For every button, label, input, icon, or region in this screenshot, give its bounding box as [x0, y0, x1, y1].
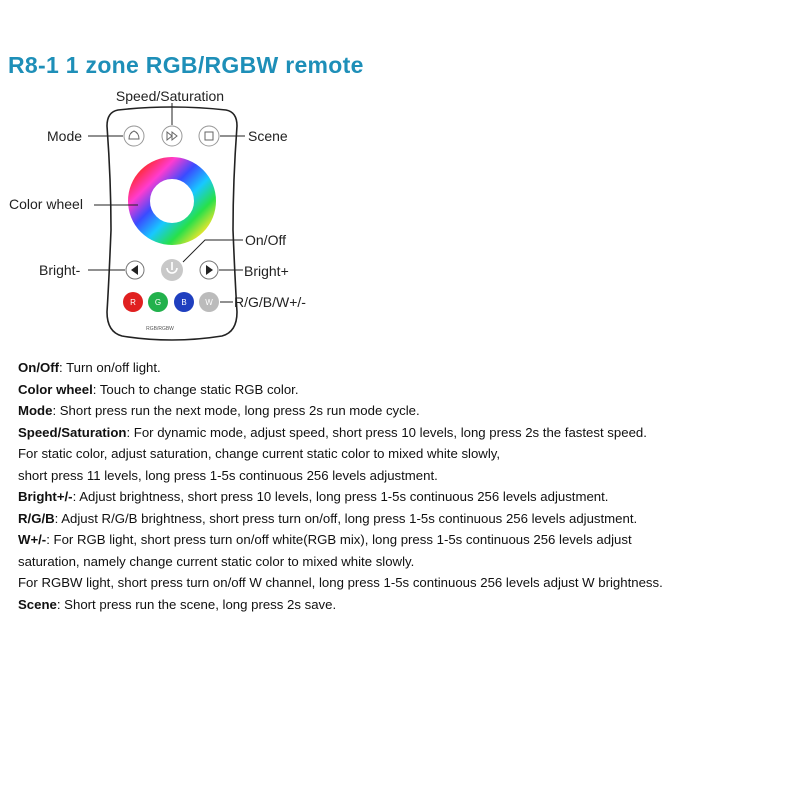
label-scene: Scene	[248, 128, 288, 144]
label-speed-saturation: Speed/Saturation	[115, 88, 225, 104]
label-rgbw: R/G/B/W+/-	[234, 294, 306, 310]
green-button-label: G	[154, 298, 162, 307]
desc-speed-saturation-cont-1: For static color, adjust saturation, change current static color to mixed white slowly,	[18, 446, 501, 461]
desc-white-cont-2: For RGBW light, short press turn on/off W channel, long press 1-5s continuous 256 levels adjust W brightness.	[18, 575, 663, 590]
blue-button-label: B	[181, 298, 187, 307]
red-button[interactable]	[123, 292, 143, 312]
desc-speed-saturation: Speed/Saturation: For dynamic mode, adjust speed, short press 10 levels, long press 2s the fastest speed.	[18, 424, 647, 440]
green-button[interactable]	[148, 292, 168, 312]
remote-diagram	[0, 80, 400, 350]
remote-footer-label: RGB/RGBW	[146, 326, 174, 332]
desc-color-wheel: Color wheel: Touch to change static RGB color.	[18, 381, 299, 397]
label-bright-plus: Bright+	[244, 263, 289, 279]
desc-mode: Mode: Short press run the next mode, long press 2s run mode cycle.	[18, 403, 420, 418]
mode-button[interactable]	[124, 126, 144, 146]
red-button-label: R	[130, 298, 136, 307]
desc-white-cont-1: saturation, namely change current static color to mixed white slowly.	[18, 553, 415, 569]
speed-saturation-button[interactable]	[162, 126, 182, 146]
bright-plus-button[interactable]	[200, 261, 218, 279]
description-list	[18, 359, 793, 617]
desc-speed-saturation-cont-2: short press 11 levels, long press 1-5s continuous 256 levels adjustment.	[18, 467, 438, 483]
label-color-wheel: Color wheel	[9, 196, 83, 212]
bright-minus-button[interactable]	[126, 261, 144, 279]
desc-white: W+/-: For RGB light, short press turn on/off white(RGB mix), long press 1-5s continuous 256 levels adjust	[18, 532, 632, 547]
white-button[interactable]	[199, 292, 219, 312]
desc-bright: Bright+/-: Adjust brightness, short press 10 levels, long press 1-5s continuous 256 levels adjustment.	[18, 489, 609, 504]
onoff-button[interactable]	[161, 259, 183, 281]
white-button-label: W	[205, 298, 213, 307]
desc-onoff: On/Off: Turn on/off light.	[18, 360, 161, 375]
label-bright-minus: Bright-	[39, 262, 81, 278]
desc-scene: Scene: Short press run the scene, long press 2s save.	[18, 596, 337, 612]
label-mode: Mode	[47, 128, 83, 144]
scene-button[interactable]	[199, 126, 219, 146]
desc-rgb: R/G/B: Adjust R/G/B brightness, short press turn on/off, long press 1-5s continuous 256 levels adjustment.	[18, 510, 638, 526]
page-title: R8-1 1 zone RGB/RGBW remote	[8, 52, 364, 78]
label-onoff: On/Off	[245, 232, 286, 248]
blue-button[interactable]	[174, 292, 194, 312]
